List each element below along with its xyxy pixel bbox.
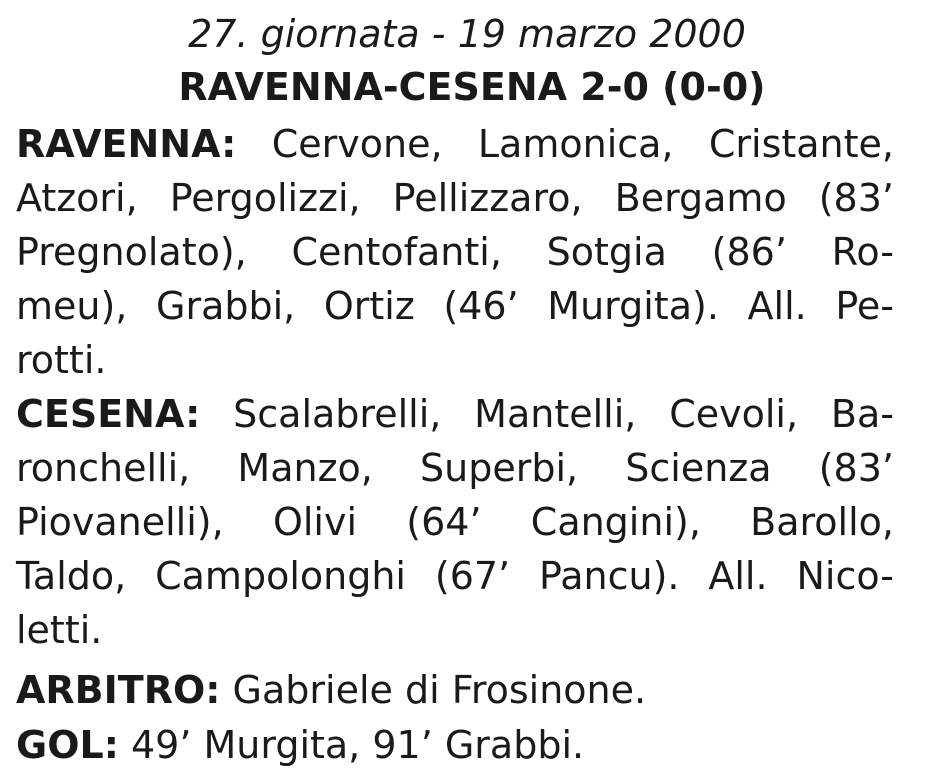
cesena-line-2: ronchelli, Manzo, Superbi, Scienza (83’ [16,446,894,490]
ravenna-line-1 [16,117,894,171]
goals-text: 49’ Murgita, 91’ Grabbi. [118,723,585,767]
cesena-line-4: Taldo, Campolonghi (67’ Pancu). All. Nico- [16,554,894,598]
referee-row [16,663,894,717]
match-result-title: RAVENNA-CESENA 2-0 (0-0) [178,65,766,109]
referee-line [16,663,894,717]
referee-name: Gabriele di Frosinone. [220,668,647,712]
ravenna-lineup [16,117,894,387]
goals-row [16,718,894,772]
referee-label: ARBITRO: [16,668,221,712]
cesena-line-5: letti. [16,608,103,652]
cesena-text-1: Scalabrelli, Mantelli, Cevoli, Ba- [200,392,894,436]
ravenna-line-3: Pregnolato), Centofanti, Sotgia (86’ Ro- [16,230,894,274]
goals-line [16,718,894,772]
cesena-line-3: Piovanelli), Olivi (64’ Cangini), Barollo, [16,500,894,544]
ravenna-text-1: Cervone, Lamonica, Cristante, [236,122,894,166]
cesena-lineup [16,387,894,657]
cesena-label: CESENA: [16,392,201,436]
cesena-line-1 [16,387,894,441]
ravenna-line-4: meu), Grabbi, Ortiz (46’ Murgita). All. Pe- [16,284,894,328]
matchday-date: 27. giornata - 19 marzo 2000 [188,12,746,56]
goals-label: GOL: [16,723,119,767]
ravenna-label: RAVENNA: [16,122,237,166]
ravenna-line-5: rotti. [16,338,107,382]
ravenna-line-2: Atzori, Pergolizzi, Pellizzaro, Bergamo (83’ [16,176,894,220]
